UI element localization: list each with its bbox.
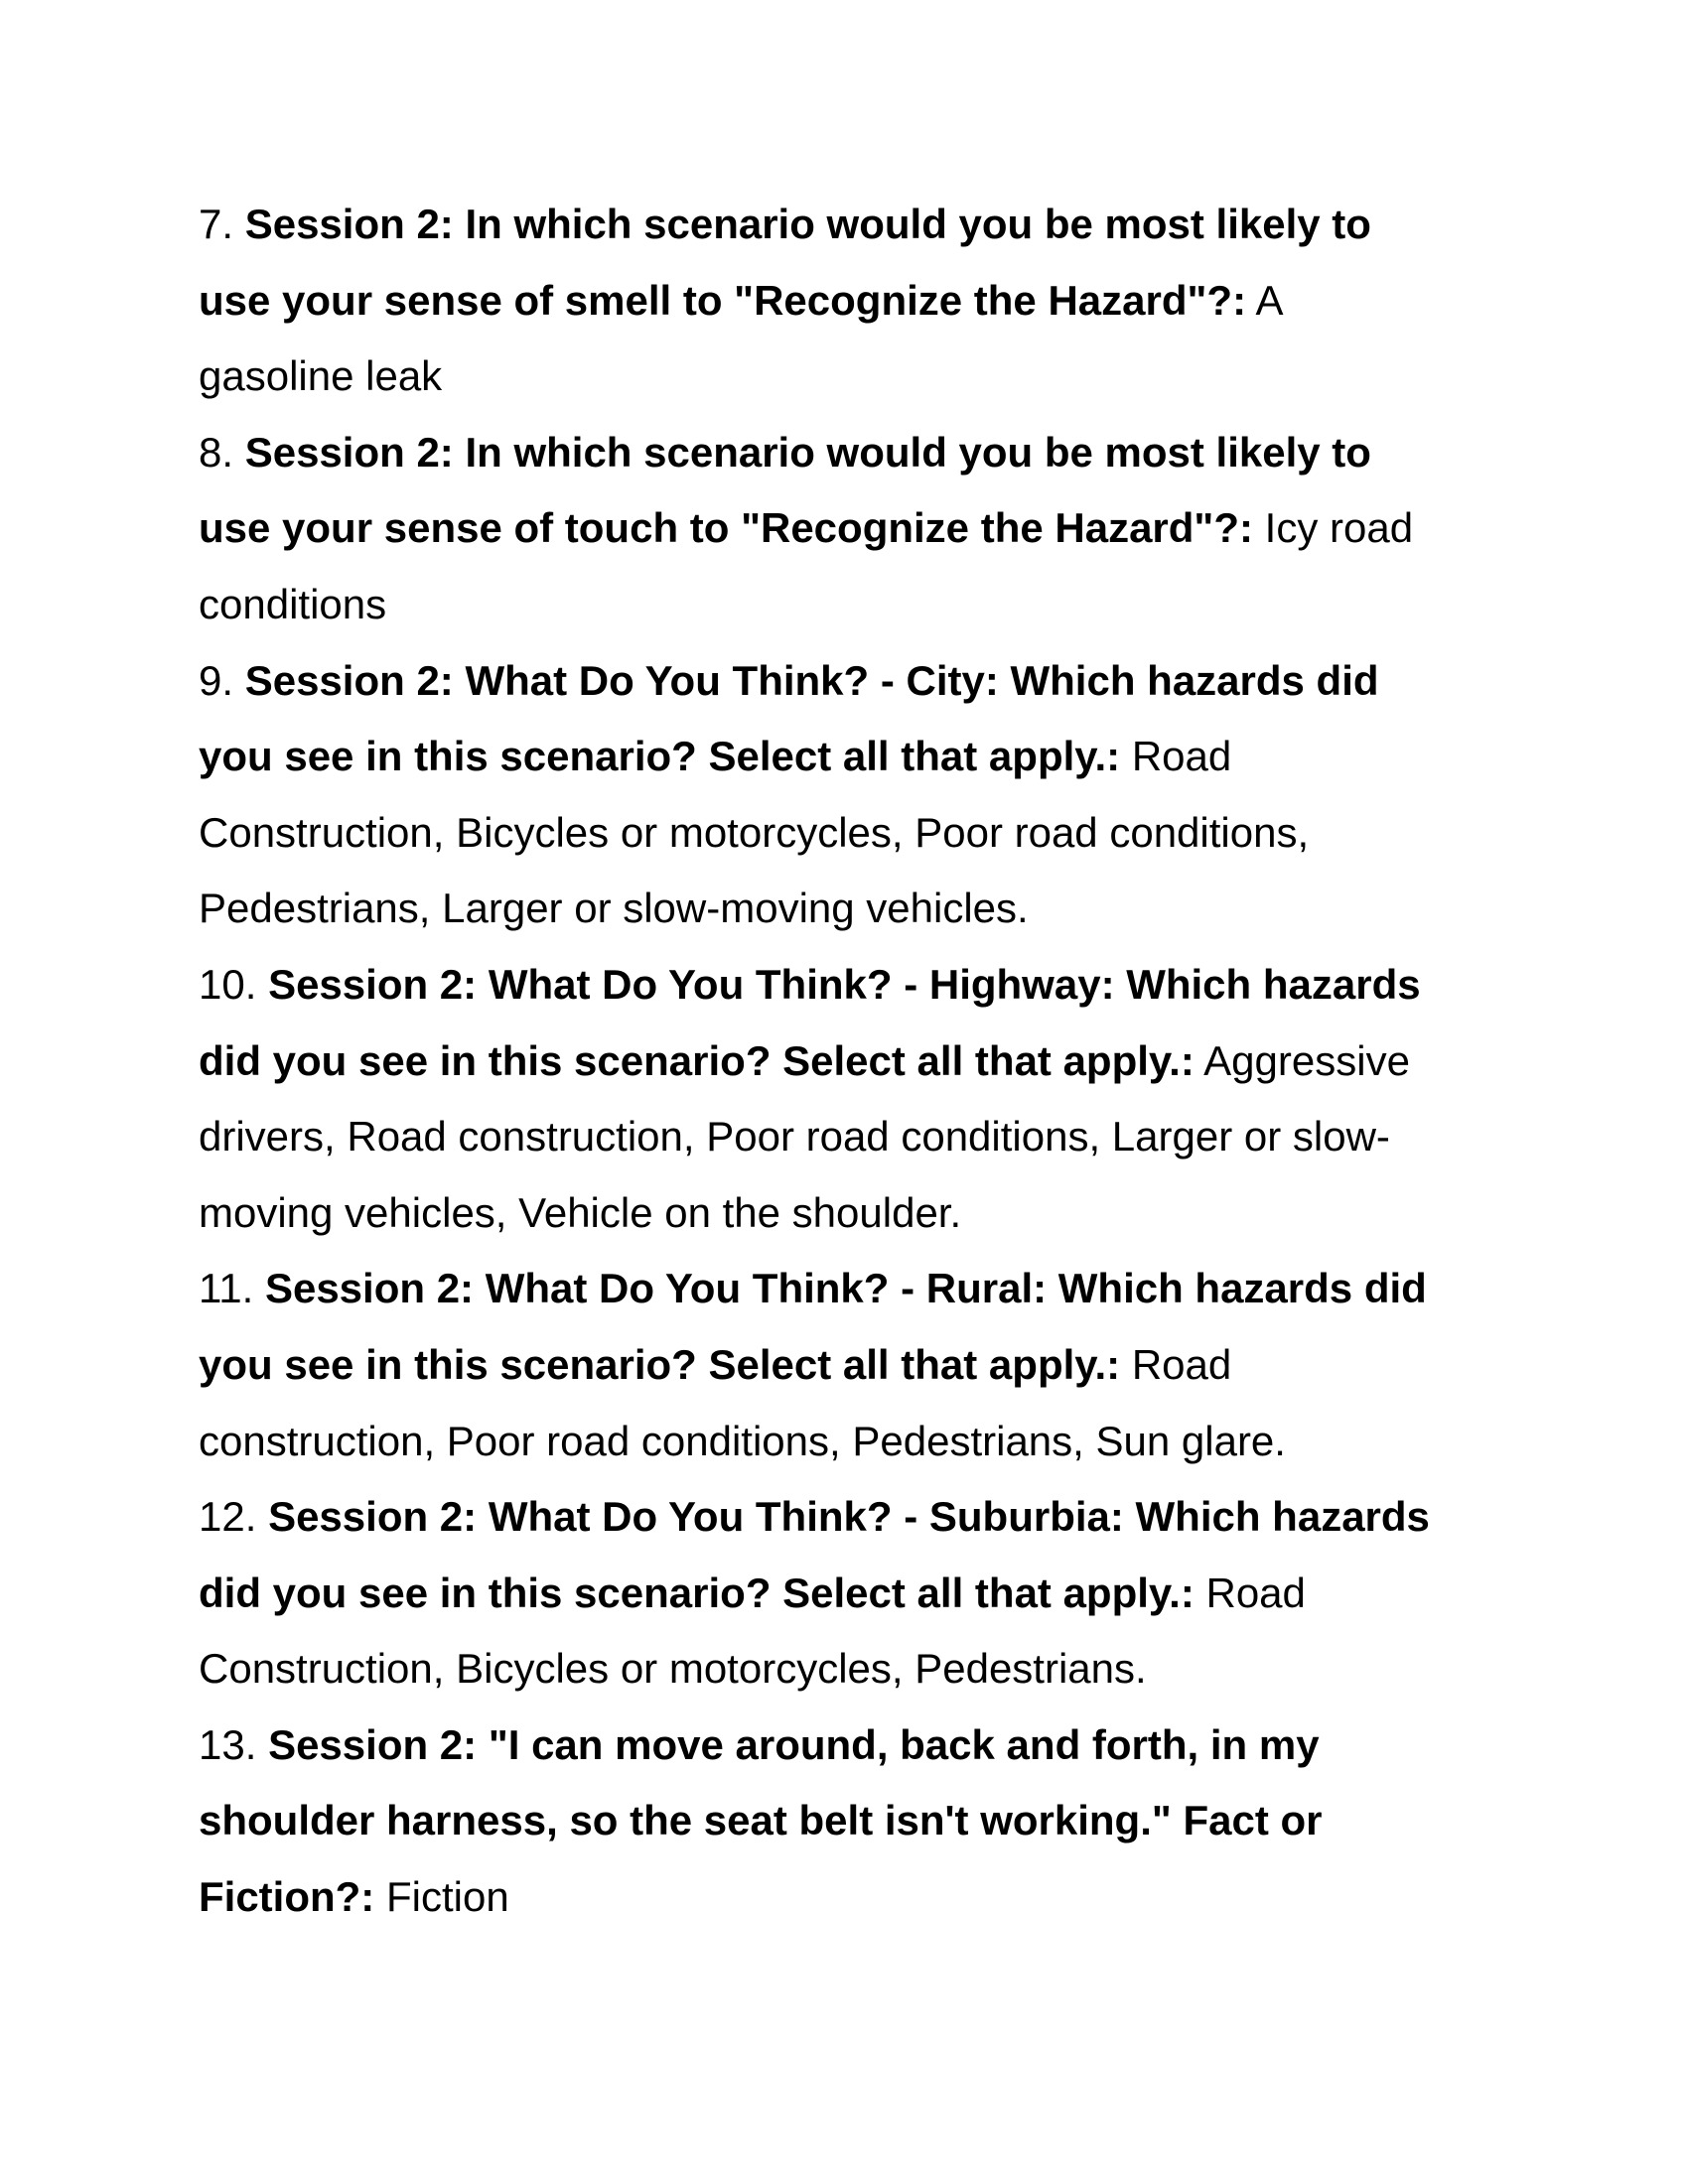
item-number: 10. [199, 960, 257, 1008]
answer-line: drivers, Road construction, Poor road conditions, Larger or slow- [199, 1113, 1390, 1160]
answer-line: Construction, Bicycles or motorcycles, Pedestrians. [199, 1645, 1147, 1693]
question-text: you see in this scenario? Select all that apply.: [199, 1340, 1121, 1388]
item-number: 7. [199, 201, 234, 247]
answer-text: Aggressive [1203, 1036, 1410, 1084]
item-number: 11. [199, 1265, 254, 1312]
question-item-9 [199, 643, 1509, 947]
question-text: Session 2: What Do You Think? - Highway: Which hazards [268, 960, 1421, 1008]
question-item-7 [199, 187, 1509, 415]
question-text: Session 2: In which scenario would you be most likely to [244, 201, 1371, 247]
question-line [199, 1327, 1509, 1404]
answer-text: Fiction [385, 1873, 509, 1921]
question-line [199, 490, 1509, 567]
answer-line: gasoline leak [199, 352, 443, 400]
answer-text: Icy road [1264, 504, 1414, 552]
item-number: 12. [199, 1493, 257, 1541]
question-text: Session 2: In which scenario would you be most likely to [244, 428, 1371, 476]
question-text: Session 2: What Do You Think? - Suburbia: Which hazards [268, 1493, 1430, 1541]
question-line [199, 187, 1509, 263]
answer-line: conditions [199, 580, 387, 627]
answer-line: moving vehicles, Vehicle on the shoulder. [199, 1188, 962, 1236]
question-line [199, 719, 1509, 795]
question-text: Session 2: What Do You Think? - Rural: Which hazards did [264, 1265, 1427, 1312]
question-text: use your sense of touch to "Recognize the Hazard"?: [199, 504, 1253, 552]
question-item-13 [199, 1707, 1509, 1936]
question-text: use your sense of smell to "Recognize the Hazard"?: [199, 276, 1247, 324]
question-line [199, 1556, 1509, 1632]
item-number: 13. [199, 1720, 257, 1768]
item-number: 8. [199, 428, 234, 476]
answer-line: Construction, Bicycles or motorcycles, Poor road conditions, [199, 808, 1310, 856]
question-line [199, 415, 1509, 491]
question-item-11 [199, 1251, 1509, 1479]
question-text: you see in this scenario? Select all that apply.: [199, 733, 1121, 780]
question-line [199, 1479, 1509, 1556]
question-line [199, 1707, 1509, 1784]
question-item-10 [199, 947, 1509, 1251]
question-text: did you see in this scenario? Select all that apply.: [199, 1036, 1195, 1084]
question-item-8 [199, 415, 1509, 643]
question-text: Session 2: What Do You Think? - City: Which hazards did [244, 656, 1379, 704]
question-line [199, 947, 1509, 1024]
item-number: 9. [199, 656, 234, 704]
question-line [199, 1859, 1509, 1936]
question-text: did you see in this scenario? Select all that apply.: [199, 1569, 1195, 1616]
question-line [199, 263, 1509, 340]
answer-text: A [1255, 276, 1284, 324]
answer-text: Road [1131, 1340, 1232, 1388]
question-item-12 [199, 1479, 1509, 1707]
question-line [199, 1251, 1509, 1327]
document-page [199, 187, 1509, 1936]
answer-text: Road [1131, 733, 1232, 780]
question-text: Session 2: "I can move around, back and forth, in my [268, 1720, 1320, 1768]
answer-line: Pedestrians, Larger or slow-moving vehicles. [199, 885, 1029, 932]
answer-line: construction, Poor road conditions, Pedestrians, Sun glare. [199, 1417, 1286, 1464]
question-text: Fiction?: [199, 1873, 375, 1921]
question-line [199, 1024, 1509, 1100]
question-line [199, 643, 1509, 720]
question-line: shoulder harness, so the seat belt isn't working." Fact or [199, 1797, 1323, 1844]
answer-text: Road [1205, 1569, 1306, 1616]
